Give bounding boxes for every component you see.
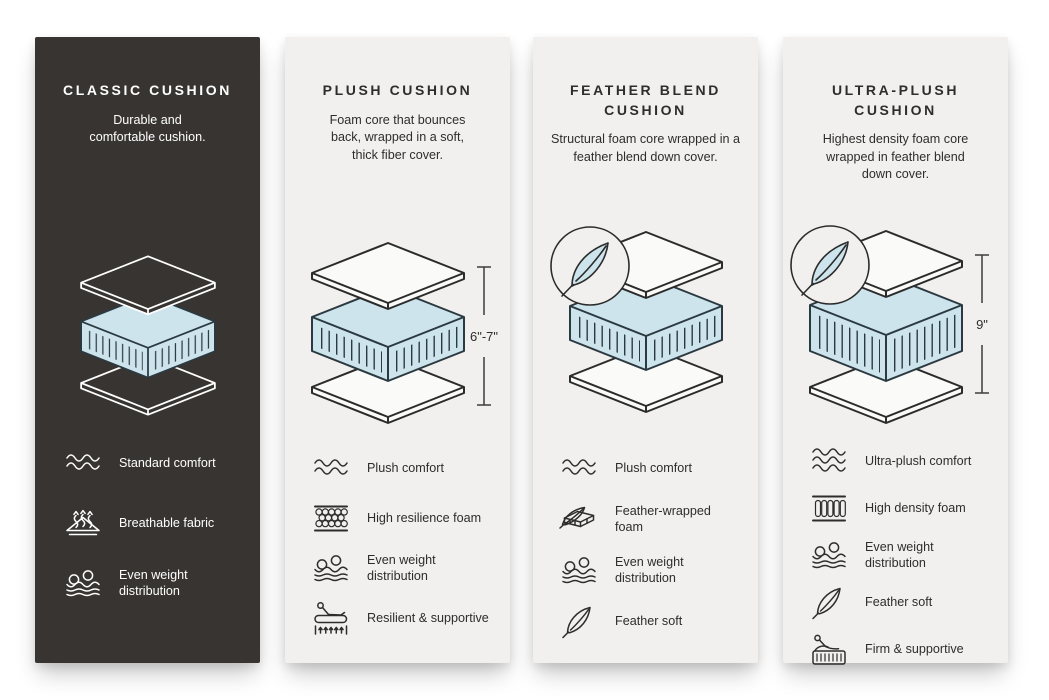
card-feather-blend-cushion (533, 37, 758, 663)
feature-row (559, 501, 750, 537)
feature-label: Breathable fabric (119, 515, 215, 530)
cushion-layers-illustration (546, 226, 746, 426)
wave-comfort-icon (63, 445, 103, 481)
feather-wrapped-foam-icon (559, 501, 599, 537)
cushion-diagram (533, 226, 758, 426)
feature-label: Firm & supportive (865, 641, 964, 656)
cushion-diagram (35, 251, 260, 427)
feather-icon (809, 584, 849, 620)
feature-row (311, 600, 502, 636)
even-weight-icon (63, 565, 103, 601)
feature-label: Plush comfort (615, 460, 692, 475)
cushion-diagram (285, 237, 510, 437)
card-title: FEATHER BLEND CUSHION (570, 82, 721, 118)
card-classic-cushion (35, 37, 260, 663)
feature-label: Plush comfort (367, 460, 444, 475)
card-description: Foam core that bounces back, wrapped in a soft, thick fiber cover. (329, 112, 466, 162)
feather-badge (791, 226, 869, 304)
measurement-label: 6"-7" (469, 329, 498, 344)
feature-label: High density foam (865, 500, 966, 515)
feature-label: Even weight distribution (119, 567, 188, 598)
card-ultra-plush-cushion (783, 37, 1008, 663)
feather-icon (559, 603, 599, 639)
feature-label: Standard comfort (119, 455, 216, 470)
measurement-label: 9" (975, 317, 988, 332)
feature-row (311, 450, 502, 486)
feature-list (809, 443, 1000, 667)
cushion-layers-illustration (786, 225, 1006, 425)
resilient-supportive-icon (311, 600, 351, 636)
feather-badge (551, 227, 629, 305)
feature-row (809, 443, 1000, 479)
firm-supportive-icon (809, 631, 849, 667)
card-header (546, 81, 745, 166)
height-measurement (469, 267, 497, 405)
card-header (796, 81, 995, 184)
feature-label: Feather soft (615, 613, 683, 628)
feature-row (63, 445, 252, 481)
card-plush-cushion (285, 37, 510, 663)
feature-row (809, 537, 1000, 573)
feature-label: Feather-wrapped foam (615, 503, 711, 534)
card-title: PLUSH CUSHION (322, 82, 473, 98)
breathable-fabric-icon (63, 505, 103, 541)
feature-row (311, 500, 502, 536)
feature-label: Even weight distribution (865, 539, 934, 570)
feature-row (63, 565, 252, 601)
card-description: Highest density foam core wrapped in feather blend down cover. (822, 132, 969, 182)
feature-row (559, 450, 750, 486)
feature-row (809, 584, 1000, 620)
wave-comfort-icon (559, 450, 599, 486)
feature-row (63, 505, 252, 541)
feature-label: Even weight distribution (615, 554, 684, 585)
cushion-layers-illustration (60, 251, 236, 427)
feature-label: Ultra-plush comfort (865, 453, 972, 468)
cushion-layers-illustration (288, 237, 508, 437)
height-measurement (975, 255, 989, 393)
feature-label: Resilient & supportive (367, 610, 489, 625)
card-header (298, 81, 497, 164)
feature-row (311, 550, 502, 586)
card-title: ULTRA-PLUSH CUSHION (831, 82, 960, 118)
feature-row (559, 552, 750, 588)
even-weight-icon (809, 537, 849, 573)
even-weight-icon (311, 550, 351, 586)
feature-list (559, 450, 750, 639)
card-description: Durable and comfortable cushion. (89, 112, 206, 145)
density-foam-icon (809, 490, 849, 526)
cushion-diagram (783, 225, 1008, 425)
feature-list (63, 445, 252, 601)
even-weight-icon (559, 552, 599, 588)
wave-comfort-icon (311, 450, 351, 486)
feature-label: Feather soft (865, 594, 933, 609)
feature-row (559, 603, 750, 639)
card-description: Structural foam core wrapped in a feather blend down cover. (551, 132, 740, 164)
resilience-foam-icon (311, 500, 351, 536)
feature-label: Even weight distribution (367, 552, 436, 583)
feature-row (809, 631, 1000, 667)
feature-list (311, 450, 502, 636)
card-title: CLASSIC CUSHION (63, 82, 232, 98)
feature-label: High resilience foam (367, 510, 482, 525)
card-header (48, 81, 247, 147)
wave3-comfort-icon (809, 443, 849, 479)
feature-row (809, 490, 1000, 526)
